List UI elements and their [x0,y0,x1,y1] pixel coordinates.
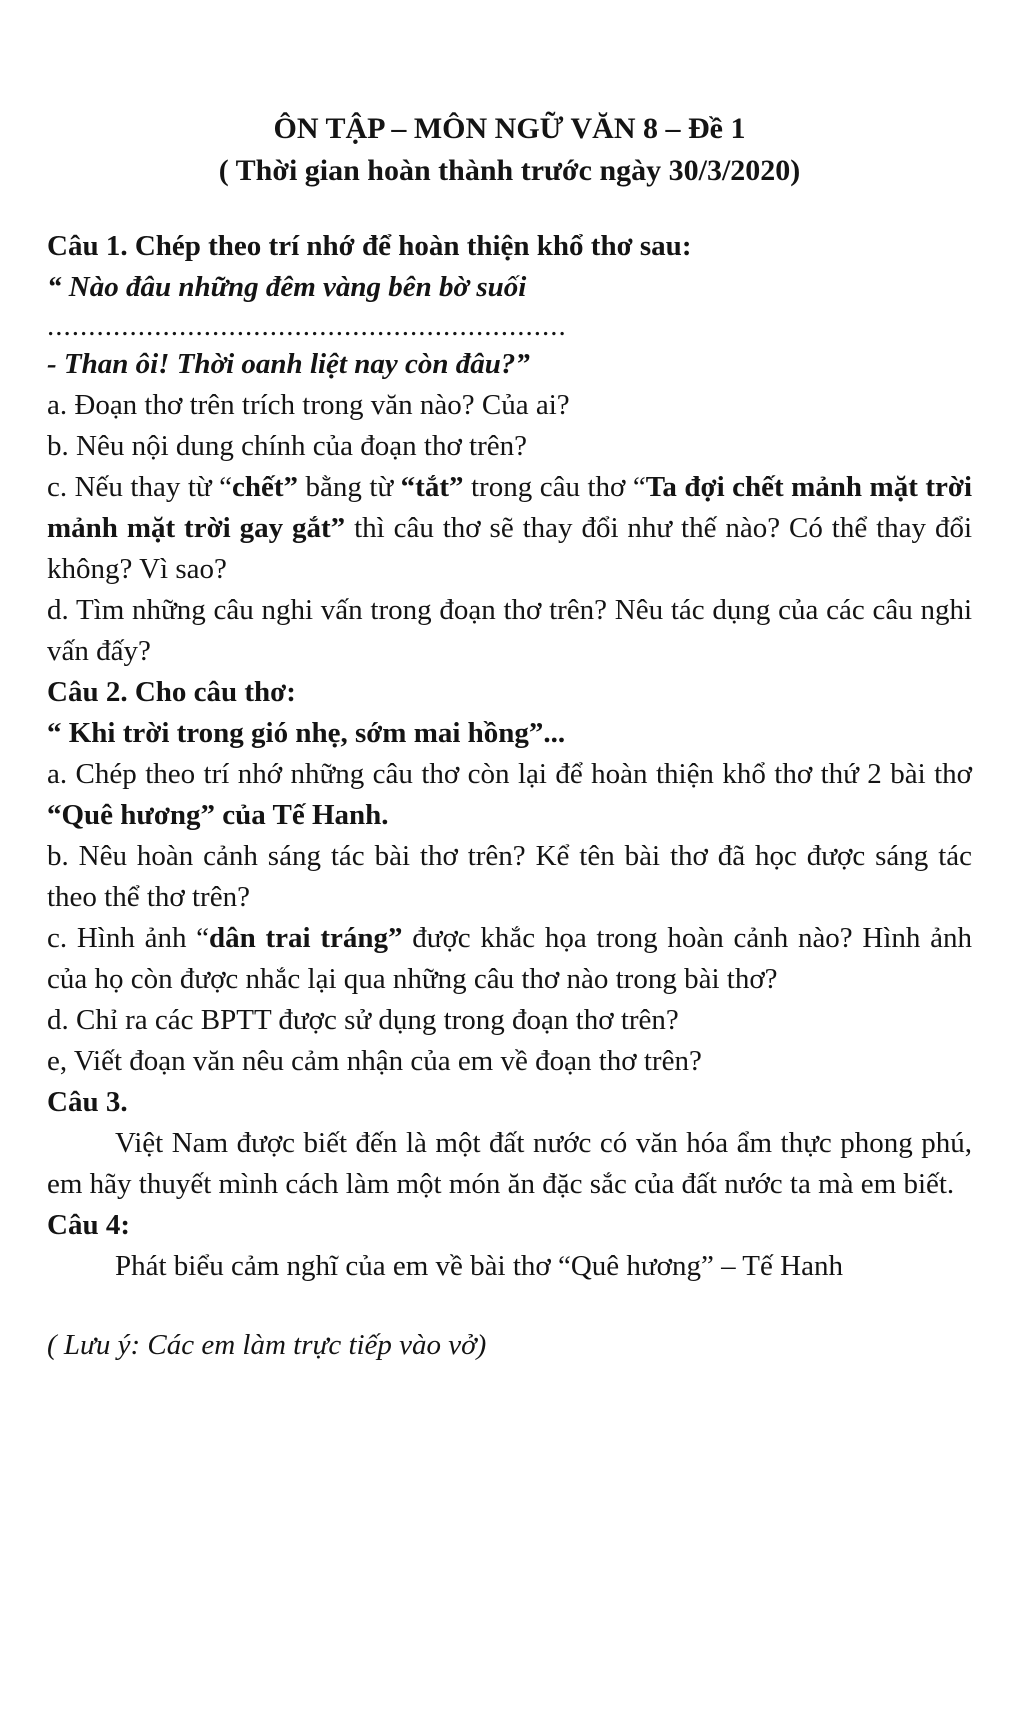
bold-word-tat: “tắt” [400,471,464,503]
question-2-heading: Câu 2. Cho câu thơ: [47,676,296,708]
question-3-body: Việt Nam được biết đến là một đất nước có văn hóa ẩm thực phong phú, em hãy thuyết mình cách làm một món ăn đặc sắc của đất nước ta mà em biết. [47,1127,972,1200]
question-1-verse-first: “ Nào đâu những đêm vàng bên bờ suối [47,271,527,303]
spacer [47,192,972,226]
question-3-heading: Câu 3. [47,1086,128,1118]
question-1-part-d: d. Tìm những câu nghi vấn trong đoạn thơ trên? Nêu tác dụng của các câu nghi vấn đấy? [47,594,972,667]
question-1-part-a: a. Đoạn thơ trên trích trong văn nào? Của ai? [47,389,570,421]
question-2-part-c [47,918,972,1000]
question-1-part-c [47,467,972,590]
text-run: được khắc họa trong hoàn cảnh nào? Hình ảnh của họ còn được nhắc lại qua những câu thơ nào trong bài thơ? [47,922,973,995]
footer-note: ( Lưu ý: Các em làm trực tiếp vào vở) [47,1329,487,1361]
text-run: a. Chép theo trí nhớ những câu thơ còn lại để hoàn thiện khổ thơ thứ 2 bài thơ [47,758,972,790]
question-2-part-d: d. Chỉ ra các BPTT được sử dụng trong đoạn thơ trên? [47,1004,679,1036]
question-2-verse: “ Khi trời trong gió nhẹ, sớm mai hồng”... [47,717,566,749]
question-1-part-b: b. Nêu nội dung chính của đoạn thơ trên? [47,430,528,462]
text-run: bằng từ [298,471,401,503]
question-1-verse-blank: ............................................................... [47,310,567,342]
question-2-part-e: e, Viết đoạn văn nêu cảm nhận của em về đoạn thơ trên? [47,1045,702,1077]
question-4-heading: Câu 4: [47,1209,130,1241]
bold-verse-line: Ta đợi chết mảnh mặt trời mảnh mặt trời gay gắt” [47,471,972,544]
text-run: c. Nếu thay từ “ [47,471,232,503]
question-2-part-b: b. Nêu hoàn cảnh sáng tác bài thơ trên? Kể tên bài thơ đã học được sáng tác theo thể thơ trên? [47,840,972,913]
bold-poem-title: “Quê hương” của Tế Hanh. [47,799,389,831]
page-title: ÔN TẬP – MÔN NGỮ VĂN 8 – Đề 1 [273,112,746,145]
question-4-body: Phát biểu cảm nghĩ của em về bài thơ “Quê hương” – Tế Hanh [115,1250,843,1282]
spacer [47,1287,972,1325]
text-run: c. Hình ảnh “ [47,922,210,954]
bold-word-chet: chết” [232,471,299,503]
text-run: trong câu thơ “ [463,471,646,503]
question-1-verse-last: - Than ôi! Thời oanh liệt nay còn đâu?” [47,348,530,380]
text-run: thì câu thơ sẽ thay đổi như thế nào? Có thể thay đổi không? Vì sao? [47,512,973,585]
question-2-part-a [47,754,972,836]
bold-word-dan-trai-trang: dân trai tráng” [209,922,403,954]
page-subtitle: ( Thời gian hoàn thành trước ngày 30/3/2020) [218,154,801,187]
question-1-heading: Câu 1. Chép theo trí nhớ để hoàn thiện khổ thơ sau: [47,230,692,262]
